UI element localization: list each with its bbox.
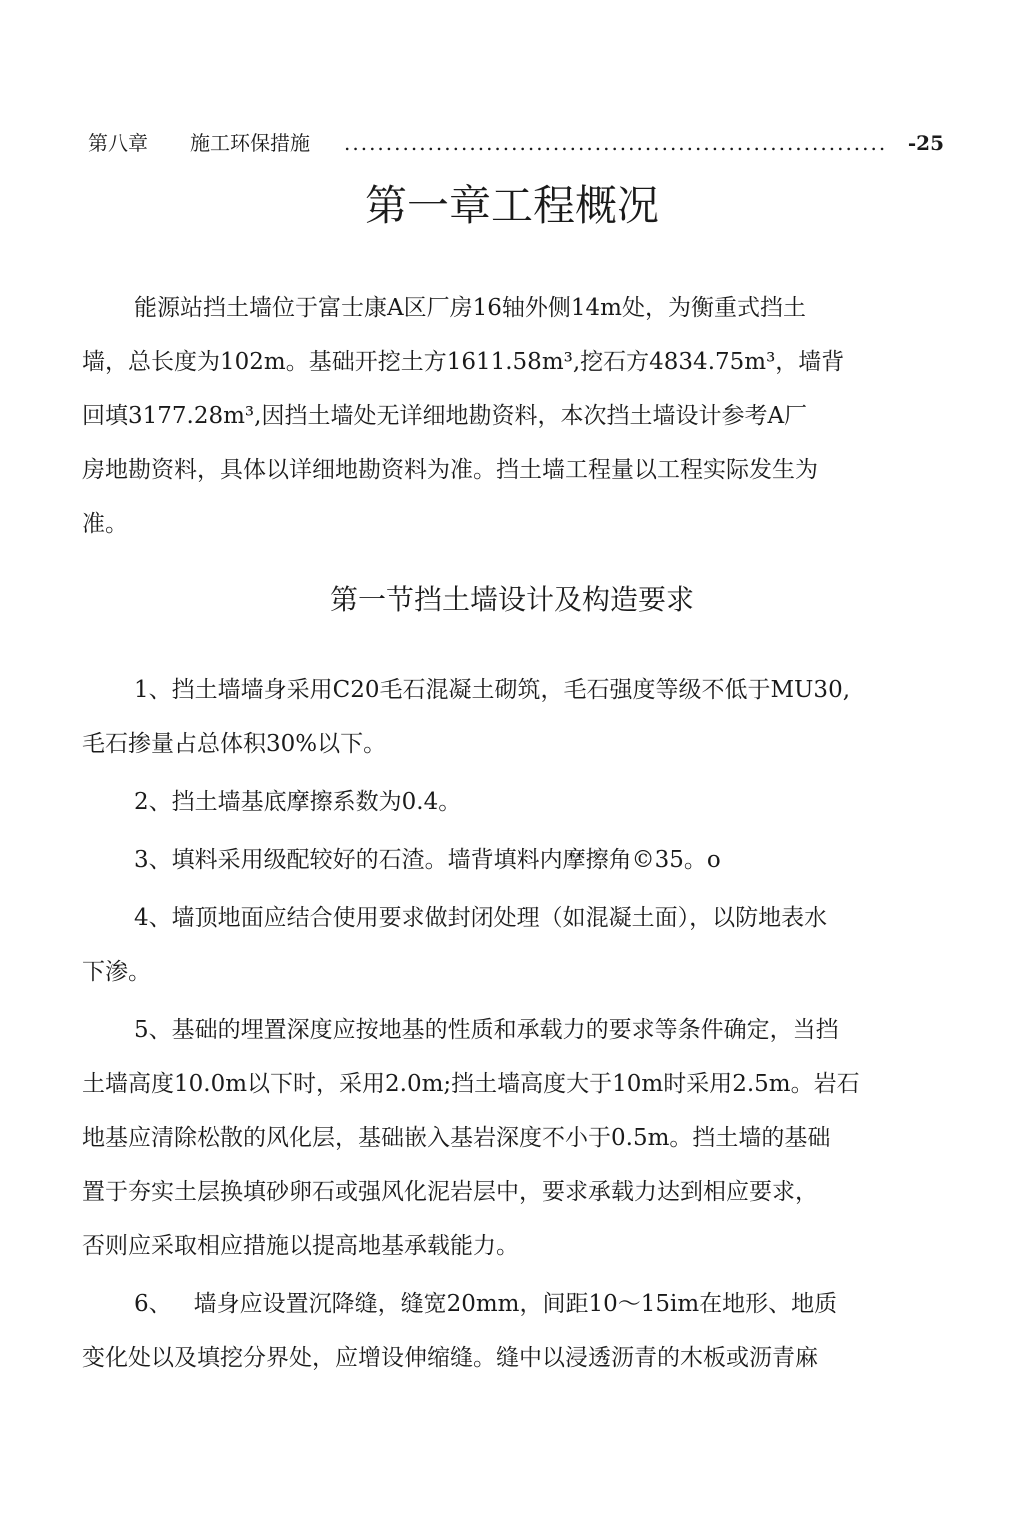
- paragraph-line: 6、 墙身应设置沉降缝，缝宽20mm，间距10～15im在地形、地质: [134, 1291, 838, 1317]
- chapter-title: 第一章工程概况: [364, 181, 659, 230]
- toc-chapter-title: 施工环保措施: [190, 131, 310, 155]
- toc-page-number: -25: [907, 131, 944, 155]
- paragraph-line: 5、基础的埋置深度应按地基的性质和承载力的要求等条件确定，当挡: [134, 1017, 839, 1043]
- paragraph-line: 置于夯实土层换填砂卵石或强风化泥岩层中，要求承载力达到相应要求，: [82, 1179, 818, 1205]
- paragraph-line: 1、挡土墙墙身采用C20毛石混凝土砌筑，毛石强度等级不低于MU30,: [134, 677, 851, 703]
- paragraph-line: 能源站挡土墙位于富士康A区厂房16轴外侧14m处，为衡重式挡土: [134, 295, 806, 321]
- toc-chapter-number: 第八章: [88, 131, 148, 155]
- paragraph-line: 墙，总长度为102m。基础开挖土方1611.58m³,挖石方4834.75m³，墙背: [82, 349, 845, 375]
- paragraph-line: 4、墙顶地面应结合使用要求做封闭处理（如混凝土面），以防地表水: [134, 905, 828, 931]
- toc-entry[interactable]: [88, 128, 944, 158]
- paragraph-line: 地基应清除松散的风化层，基础嵌入基岩深度不小于0.5m。挡土墙的基础: [82, 1125, 831, 1151]
- paragraph-line: 房地勘资料，具体以详细地勘资料为准。挡土墙工程量以工程实际发生为: [82, 457, 818, 483]
- paragraph-line: 下渗。: [82, 959, 151, 985]
- paragraph-line: 准。: [82, 511, 128, 537]
- section-title: 第一节挡土墙设计及构造要求: [329, 583, 694, 616]
- toc-leader-dots: .................................................................: [344, 131, 888, 155]
- paragraph-line: 3、填料采用级配较好的石渣。墙背填料内摩擦角©35。o: [134, 847, 721, 873]
- paragraph-line: 2、挡土墙基底摩擦系数为0.4。: [134, 789, 462, 815]
- paragraph-line: 变化处以及填挖分界处，应增设伸缩缝。缝中以浸透沥青的木板或沥青麻: [82, 1345, 818, 1371]
- paragraph-line: 回填3177.28m³,因挡土墙处无详细地勘资料，本次挡土墙设计参考A厂: [82, 403, 808, 429]
- paragraph-line: 毛石掺量占总体积30%以下。: [82, 731, 387, 757]
- paragraph-line: 否则应采取相应措施以提高地基承载能力。: [82, 1233, 519, 1259]
- paragraph-line: 土墙高度10.0m以下时，采用2.0m;挡土墙高度大于10m时采用2.5m。岩石: [82, 1071, 860, 1097]
